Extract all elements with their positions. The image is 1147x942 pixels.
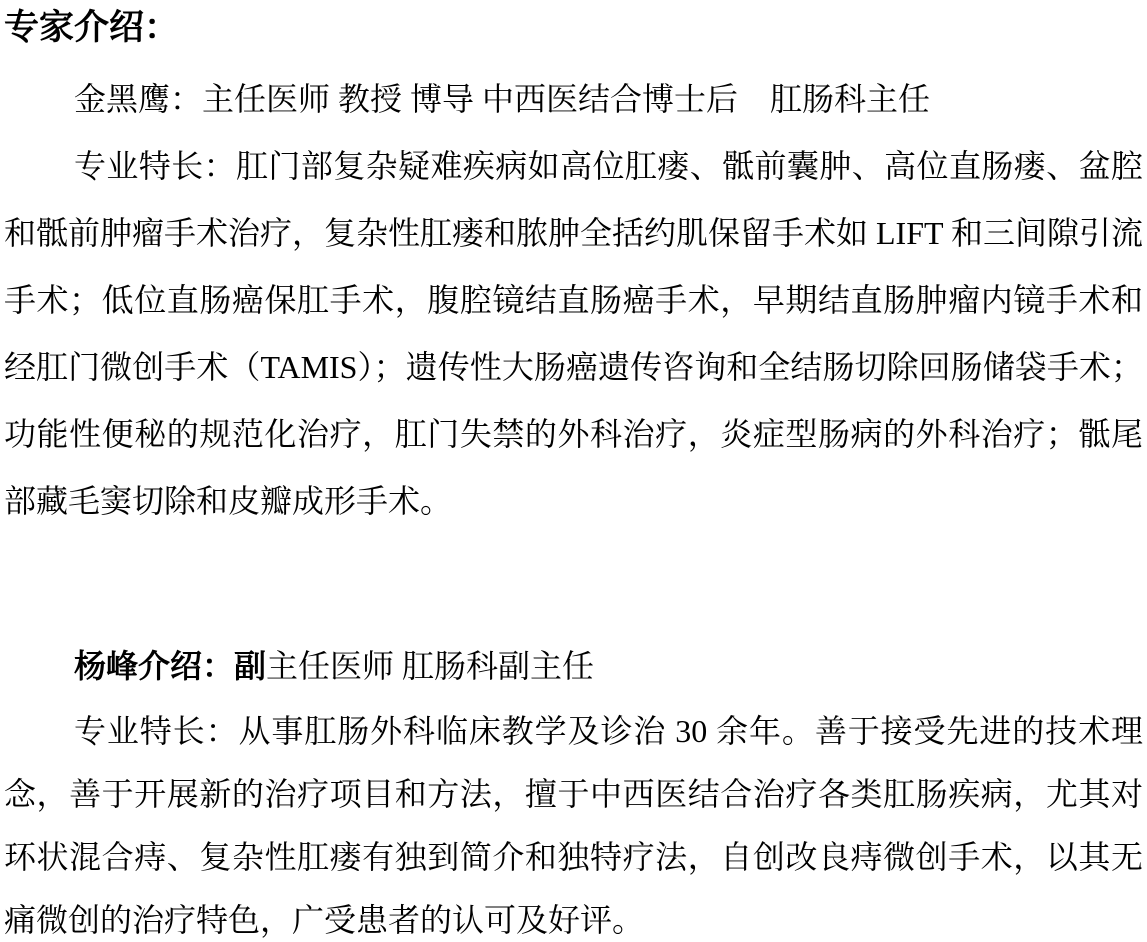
section-gap (4, 535, 1143, 633)
expert2-name-bold: 杨峰介绍：副 (74, 648, 267, 684)
expert1-specialty-paragraph: 专业特长：肛门部复杂疑难疾病如高位肛瘘、骶前囊肿、高位直肠瘘、盆腔和骶前肿瘤手术治疗，复杂性肛瘘和脓肿全括约肌保留手术如 LIFT 和三间隙引流手术；低位直肠癌保肛手术，腹腔镜结直肠癌手术，早期结直肠肿瘤内镜手术和经肛门微创手术（TAMIS）；遗传性大肠癌遗传咨询和全结肠切除回肠储袋手术；功能性便秘的规范化治疗，肛门失禁的外科治疗，炎症型肠病的外科治疗；骶尾部藏毛窦切除和皮瓣成形手术。 (4, 148, 1143, 519)
expert1-title-line: 金黑鹰：主任医师 教授 博导 中西医结合博士后 肛肠科主任 (74, 81, 931, 117)
expert2-title-rest: 主任医师 肛肠科副主任 (266, 648, 595, 684)
page-title: 专家介绍： (4, 8, 180, 47)
expert2-title-line (4, 633, 1143, 700)
expert2-specialty-paragraph: 专业特长：从事肛肠外科临床教学及诊治 30 余年。善于接受先进的技术理念，善于开展新的治疗项目和方法，擅于中西医结合治疗各类肛肠疾病，尤其对环状混合痔、复杂性肛瘘有独到简介和独特疗法，自创改良痔微创手术，以其无痛微创的治疗特色，广受患者的认可及好评。 (4, 713, 1143, 938)
